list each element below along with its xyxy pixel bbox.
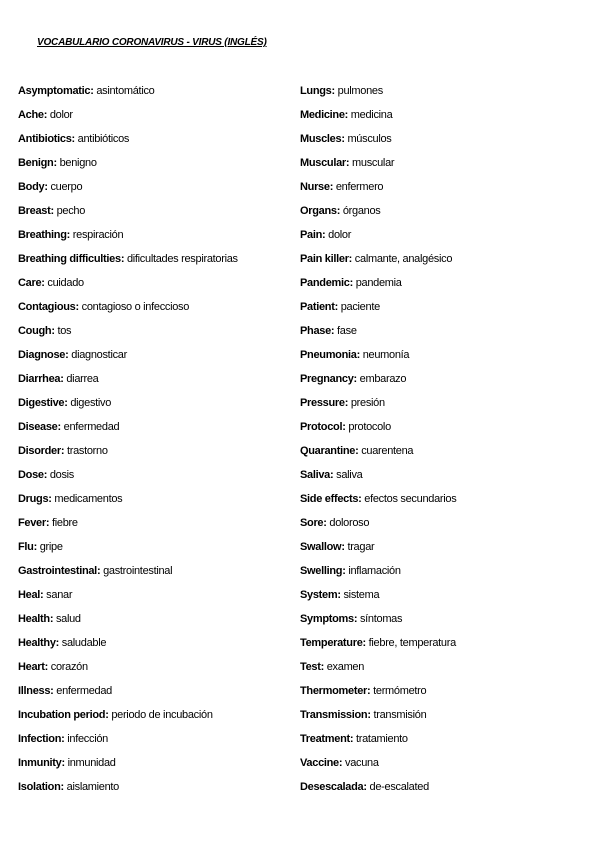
term-separator: : [330, 469, 337, 481]
term-separator: : [60, 781, 67, 793]
vocabulary-term: Pandemic [300, 277, 350, 289]
vocabulary-translation: fiebre [51, 517, 78, 529]
vocabulary-term: Diarrhea [18, 373, 61, 385]
vocabulary-translation: fase [337, 325, 357, 337]
vocabulary-term: Lungs [300, 85, 332, 97]
term-separator: : [41, 277, 48, 289]
vocabulary-entry [300, 204, 590, 228]
term-separator: : [96, 565, 104, 577]
vocabulary-term: Vaccine [300, 757, 339, 769]
term-separator: : [65, 349, 72, 361]
vocabulary-entry [18, 372, 293, 396]
vocabulary-term: Contagious [18, 301, 76, 313]
vocabulary-term: Thermometer [300, 685, 367, 697]
vocabulary-translation: transmisión [373, 709, 427, 721]
vocabulary-translation: contagioso o infeccioso [81, 301, 190, 313]
vocabulary-entry [300, 564, 590, 588]
vocabulary-entry [300, 84, 590, 108]
term-separator: : [338, 757, 346, 769]
term-separator: : [105, 709, 112, 721]
vocabulary-translation: termómetro [373, 685, 427, 697]
vocabulary-entry [18, 132, 293, 156]
vocabulary-translation: pandemia [355, 277, 402, 289]
vocabulary-entry [300, 300, 590, 324]
vocabulary-entry [300, 780, 590, 804]
vocabulary-term: Pneumonia [300, 349, 357, 361]
vocabulary-term: Patient [300, 301, 335, 313]
vocabulary-term: Medicine [300, 109, 345, 121]
vocabulary-term: Health [18, 613, 50, 625]
term-separator: : [344, 397, 351, 409]
vocabulary-term: Ache [18, 109, 44, 121]
vocabulary-term: Isolation [18, 781, 61, 793]
vocabulary-term: Nurse [300, 181, 330, 193]
vocabulary-translation: cuarentena [361, 445, 414, 457]
vocabulary-term: Saliva [300, 469, 331, 481]
term-separator: : [40, 589, 47, 601]
vocabulary-translation: pecho [56, 205, 86, 217]
vocabulary-entry [300, 396, 590, 420]
term-separator: : [358, 493, 365, 505]
vocabulary-translation: corazón [50, 661, 88, 673]
vocabulary-entry [300, 588, 590, 612]
vocabulary-entry [18, 612, 293, 636]
vocabulary-term: Gastrointestinal [18, 565, 97, 577]
vocabulary-term: Transmission [300, 709, 368, 721]
vocabulary-translation: dolor [328, 229, 352, 241]
vocabulary-entry [18, 444, 293, 468]
vocabulary-term: Quarantine [300, 445, 356, 457]
vocabulary-term: System [300, 589, 338, 601]
vocabulary-term: Sore [300, 517, 324, 529]
vocabulary-entry [18, 468, 293, 492]
vocabulary-translation: sanar [46, 589, 73, 601]
vocabulary-translation: músculos [347, 133, 392, 145]
term-separator: : [363, 781, 370, 793]
vocabulary-entry [18, 684, 293, 708]
vocabulary-translation: síntomas [359, 613, 403, 625]
vocabulary-term: Inmunity [18, 757, 62, 769]
term-separator: : [334, 301, 341, 313]
vocabulary-translation: trastorno [66, 445, 108, 457]
term-separator: : [330, 325, 338, 337]
term-separator: : [57, 421, 64, 433]
vocabulary-entry [18, 516, 293, 540]
vocabulary-term: Illness [18, 685, 51, 697]
vocabulary-entry [300, 108, 590, 132]
vocabulary-translation: dolor [49, 109, 73, 121]
vocabulary-term: Temperature [300, 637, 363, 649]
vocabulary-term: Heal [18, 589, 41, 601]
vocabulary-entry [18, 732, 293, 756]
vocabulary-term: Heart [18, 661, 45, 673]
vocabulary-column-left [18, 84, 293, 804]
vocabulary-translation: digestivo [70, 397, 112, 409]
vocabulary-term: Drugs [18, 493, 49, 505]
vocabulary-term: Test [300, 661, 321, 673]
term-separator: : [355, 445, 362, 457]
vocabulary-entry [300, 660, 590, 684]
vocabulary-translation: respiración [72, 229, 124, 241]
vocabulary-entry [300, 684, 590, 708]
term-separator: : [50, 685, 57, 697]
vocabulary-translation: órganos [342, 205, 381, 217]
vocabulary-term: Benign [18, 157, 54, 169]
term-separator: : [342, 421, 349, 433]
term-separator: : [50, 205, 57, 217]
vocabulary-translation: diarrea [66, 373, 99, 385]
term-separator: : [44, 661, 51, 673]
vocabulary-term: Disorder [18, 445, 61, 457]
vocabulary-translation: medicina [350, 109, 393, 121]
vocabulary-translation: asintomático [96, 85, 155, 97]
vocabulary-term: Swallow [300, 541, 342, 553]
vocabulary-translation: enfermedad [56, 685, 112, 697]
term-separator: : [337, 589, 344, 601]
vocabulary-term: Treatment [300, 733, 350, 745]
vocabulary-translation: inflamación [348, 565, 401, 577]
vocabulary-term: Breast [18, 205, 51, 217]
vocabulary-term: Incubation period [18, 709, 106, 721]
term-separator: : [53, 157, 60, 169]
vocabulary-translation: calmante, analgésico [354, 253, 453, 265]
vocabulary-entry [300, 132, 590, 156]
term-separator: : [49, 613, 56, 625]
vocabulary-entry [300, 348, 590, 372]
vocabulary-translation: gripe [39, 541, 63, 553]
vocabulary-term: Healthy [18, 637, 56, 649]
term-separator: : [362, 637, 369, 649]
term-separator: : [64, 397, 71, 409]
vocabulary-translation: antibióticos [77, 133, 130, 145]
term-separator: : [336, 205, 343, 217]
term-separator: : [44, 181, 51, 193]
vocabulary-term: Flu [18, 541, 34, 553]
vocabulary-entry [18, 396, 293, 420]
vocabulary-translation: inmunidad [67, 757, 116, 769]
vocabulary-term: Muscular [300, 157, 346, 169]
vocabulary-entry [300, 372, 590, 396]
vocabulary-translation: saliva [336, 469, 363, 481]
vocabulary-entry [18, 708, 293, 732]
term-separator: : [367, 709, 374, 721]
vocabulary-translation: sistema [343, 589, 380, 601]
term-separator: : [66, 229, 73, 241]
term-separator: : [75, 301, 82, 313]
term-separator: : [353, 373, 360, 385]
vocabulary-term: Phase [300, 325, 331, 337]
vocabulary-translation: paciente [340, 301, 380, 313]
vocabulary-term: Infection [18, 733, 62, 745]
vocabulary-translation: embarazo [359, 373, 407, 385]
term-separator: : [349, 277, 356, 289]
vocabulary-translation: tos [57, 325, 72, 337]
vocabulary-translation: enfermedad [63, 421, 120, 433]
vocabulary-term: Protocol [300, 421, 343, 433]
vocabulary-entry [300, 732, 590, 756]
term-separator: : [48, 493, 55, 505]
term-separator: : [43, 109, 50, 121]
term-separator: : [61, 757, 68, 769]
vocabulary-translation: pulmones [337, 85, 383, 97]
vocabulary-term: Antibiotics [18, 133, 72, 145]
vocabulary-entry [18, 84, 293, 108]
term-separator: : [345, 157, 353, 169]
term-separator: : [320, 661, 327, 673]
vocabulary-entry [300, 228, 590, 252]
vocabulary-term: Asymptomatic [18, 85, 91, 97]
vocabulary-term: Pain [300, 229, 323, 241]
vocabulary-translation: saludable [61, 637, 107, 649]
vocabulary-translation: doloroso [329, 517, 370, 529]
vocabulary-translation: protocolo [348, 421, 391, 433]
term-separator: : [323, 517, 330, 529]
vocabulary-entry [18, 252, 293, 276]
vocabulary-entry [300, 468, 590, 492]
term-separator: : [51, 325, 58, 337]
term-separator: : [43, 469, 50, 481]
vocabulary-translation: salud [55, 613, 81, 625]
term-separator: : [353, 613, 360, 625]
vocabulary-entry [18, 492, 293, 516]
vocabulary-entry [18, 420, 293, 444]
vocabulary-entry [18, 756, 293, 780]
term-separator: : [71, 133, 78, 145]
vocabulary-translation: muscular [352, 157, 395, 169]
vocabulary-entry [300, 756, 590, 780]
vocabulary-translation: medicamentos [54, 493, 123, 505]
term-separator: : [329, 181, 336, 193]
vocabulary-entry [300, 276, 590, 300]
vocabulary-translation: efectos secundarios [364, 493, 457, 505]
vocabulary-term: Care [18, 277, 42, 289]
vocabulary-translation: tragar [347, 541, 375, 553]
vocabulary-term: Disease [18, 421, 58, 433]
term-separator: : [45, 517, 52, 529]
vocabulary-term: Fever [18, 517, 46, 529]
vocabulary-entry [18, 780, 293, 804]
term-separator: : [61, 733, 68, 745]
vocabulary-translation: benigno [59, 157, 97, 169]
vocabulary-entry [18, 180, 293, 204]
vocabulary-term: Diagnose [18, 349, 66, 361]
term-separator: : [367, 685, 374, 697]
vocabulary-translation: neumonía [362, 349, 410, 361]
vocabulary-translation: examen [326, 661, 365, 673]
vocabulary-term: Desescalada [300, 781, 364, 793]
vocabulary-translation: infección [67, 733, 108, 745]
vocabulary-translation: dificultades respiratorias [126, 253, 238, 265]
vocabulary-entry [300, 180, 590, 204]
term-separator: : [322, 229, 329, 241]
vocabulary-entry [300, 324, 590, 348]
term-separator: : [120, 253, 127, 265]
vocabulary-entry [18, 276, 293, 300]
vocabulary-entry [18, 348, 293, 372]
vocabulary-term: Dose [18, 469, 44, 481]
document-title: VOCABULARIO CORONAVIRUS - VIRUS (INGLÉS) [37, 37, 267, 48]
term-separator: : [356, 349, 363, 361]
term-separator: : [342, 565, 349, 577]
vocabulary-translation: presión [350, 397, 385, 409]
term-separator: : [90, 85, 97, 97]
vocabulary-term: Swelling [300, 565, 343, 577]
vocabulary-entry [18, 540, 293, 564]
term-separator: : [55, 637, 62, 649]
term-separator: : [60, 373, 67, 385]
vocabulary-entry [18, 660, 293, 684]
vocabulary-entry [18, 300, 293, 324]
vocabulary-translation: gastrointestinal [103, 565, 173, 577]
vocabulary-translation: enfermero [335, 181, 384, 193]
term-separator: : [331, 85, 338, 97]
vocabulary-entry [300, 636, 590, 660]
vocabulary-entry [300, 612, 590, 636]
vocabulary-entry [18, 324, 293, 348]
term-separator: : [348, 253, 355, 265]
vocabulary-term: Pain killer [300, 253, 349, 265]
term-separator: : [344, 109, 351, 121]
vocabulary-translation: diagnosticar [71, 349, 127, 361]
vocabulary-translation: cuidado [47, 277, 84, 289]
vocabulary-entry [300, 492, 590, 516]
vocabulary-translation: aislamiento [66, 781, 119, 793]
vocabulary-entry [300, 516, 590, 540]
vocabulary-translation: dosis [49, 469, 75, 481]
vocabulary-translation: tratamiento [356, 733, 408, 745]
term-separator: : [33, 541, 40, 553]
vocabulary-entry [300, 708, 590, 732]
vocabulary-entry [300, 420, 590, 444]
term-separator: : [60, 445, 67, 457]
term-separator: : [341, 133, 348, 145]
vocabulary-entry [300, 444, 590, 468]
vocabulary-entry [300, 540, 590, 564]
vocabulary-entry [18, 636, 293, 660]
vocabulary-term: Pressure [300, 397, 345, 409]
vocabulary-entry [18, 204, 293, 228]
vocabulary-term: Cough [18, 325, 52, 337]
vocabulary-translation: vacuna [345, 757, 379, 769]
vocabulary-term: Pregnancy [300, 373, 354, 385]
vocabulary-term: Side effects [300, 493, 359, 505]
vocabulary-entry [18, 588, 293, 612]
vocabulary-entry [18, 108, 293, 132]
vocabulary-entry [18, 564, 293, 588]
vocabulary-column-right [300, 84, 590, 804]
vocabulary-translation: de-escalated [369, 781, 429, 793]
vocabulary-term: Muscles [300, 133, 342, 145]
vocabulary-term: Symptoms [300, 613, 354, 625]
term-separator: : [349, 733, 356, 745]
vocabulary-translation: cuerpo [50, 181, 83, 193]
vocabulary-term: Breathing difficulties [18, 253, 121, 265]
vocabulary-term: Digestive [18, 397, 65, 409]
vocabulary-translation: periodo de incubación [111, 709, 213, 721]
vocabulary-term: Breathing [18, 229, 67, 241]
vocabulary-translation: fiebre, temperatura [368, 637, 456, 649]
vocabulary-term: Body [18, 181, 45, 193]
vocabulary-entry [300, 156, 590, 180]
vocabulary-term: Organs [300, 205, 337, 217]
vocabulary-entry [18, 228, 293, 252]
term-separator: : [341, 541, 348, 553]
vocabulary-entry [300, 252, 590, 276]
vocabulary-entry [18, 156, 293, 180]
